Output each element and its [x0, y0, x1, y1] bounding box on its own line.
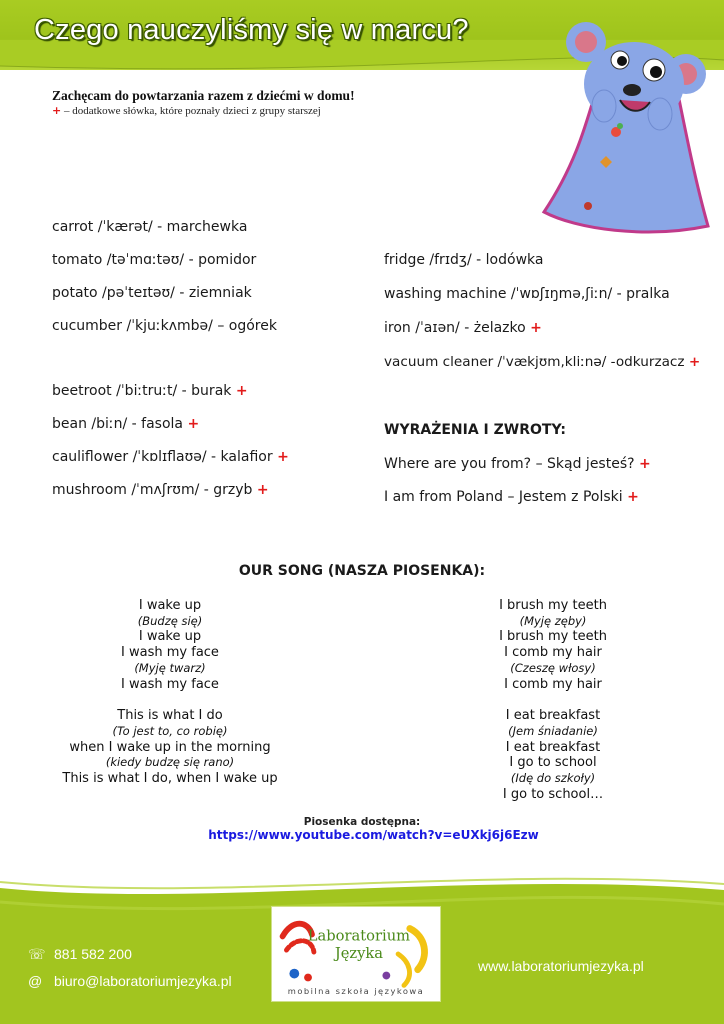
- song-translation: (Budzę się): [137, 613, 203, 628]
- svg-text:mobilna szkoła językowa: mobilna szkoła językowa: [287, 986, 425, 997]
- footer-phone[interactable]: ☏ 881 582 200: [28, 946, 132, 962]
- song-translation: (Myję zęby): [519, 613, 587, 628]
- phrase-item: I am from Poland – Jestem z Polski +: [384, 489, 639, 505]
- song-line: This is what I do, when I wake up: [62, 771, 278, 787]
- logo-graphic: [272, 907, 440, 1001]
- song-line: I go to school: [509, 755, 597, 771]
- svg-text:Języka: Języka: [334, 944, 384, 962]
- school-logo: [271, 906, 441, 1002]
- song-heading: OUR SONG (NASZA PIOSENKA):: [238, 563, 486, 579]
- song-translation: (Idę do szkoły): [510, 771, 596, 786]
- vocab-item-fridge: fridge /frɪdʒ/ - lodówka: [384, 252, 544, 268]
- footer-website[interactable]: www.laboratoriumjezyka.pl: [478, 958, 644, 974]
- song-line: I eat breakfast: [505, 739, 601, 755]
- vocab-item-cauliflower: cauliflower /ˈkɒlɪflaʊə/ - kalafior +: [52, 449, 289, 465]
- song-translation: (kiedy budzę się rano): [105, 755, 235, 770]
- song-line: when I wake up in the morning: [69, 739, 271, 755]
- song-line: I wake up: [138, 629, 202, 645]
- song-translation: (Jem śniadanie): [508, 723, 598, 738]
- intro-note: [52, 104, 321, 117]
- song-youtube-link[interactable]: https://www.youtube.com/watch?v=eUXkj6j6Ezw: [208, 828, 539, 842]
- song-line: I comb my hair: [504, 676, 602, 692]
- vocab-item-vacuum-cleaner: vacuum cleaner /ˈvækjʊm,kliːnə/ -odkurzacz +: [384, 354, 701, 370]
- plus-marker: +: [52, 104, 62, 117]
- song-line: I brush my teeth: [499, 598, 607, 613]
- at-sign-icon: @: [28, 973, 43, 989]
- song-column-left: [20, 598, 320, 787]
- vocab-item-tomato: tomato /təˈmɑːtəʊ/ - pomidor: [52, 252, 257, 268]
- song-line: I go to school…: [502, 786, 604, 802]
- song-line: I eat breakfast: [505, 708, 601, 724]
- song-line: I wash my face: [121, 676, 219, 692]
- vocab-item-beetroot: beetroot /ˈbiːtruːt/ - burak +: [52, 383, 248, 399]
- phrase-item: Where are you from? – Skąd jesteś? +: [384, 456, 651, 472]
- song-line: I wake up: [138, 598, 202, 613]
- phrases-heading: WYRAŻENIA I ZWROTY:: [384, 422, 566, 438]
- vocab-item-iron: iron /ˈaɪən/ - żelazko +: [384, 320, 542, 336]
- song-translation: (Myję twarz): [134, 660, 206, 675]
- footer-email[interactable]: @ biuro@laboratoriumjezyka.pl: [28, 973, 232, 989]
- vocab-item-bean: bean /biːn/ - fasola +: [52, 416, 200, 432]
- song-line: I comb my hair: [504, 645, 602, 661]
- phone-icon: ☏: [28, 946, 46, 962]
- svg-text:Laboratorium: Laboratorium: [307, 927, 411, 945]
- song-column-right: [403, 598, 703, 802]
- song-line: This is what I do: [117, 708, 223, 724]
- song-translation: (Czeszę włosy): [510, 660, 596, 675]
- song-translation: (To jest to, co robię): [112, 723, 228, 738]
- vocab-item-cucumber: cucumber /ˈkjuːkʌmbə/ – ogórek: [52, 318, 277, 334]
- vocab-item-carrot: carrot /ˈkærət/ - marchewka: [52, 219, 248, 235]
- song-line: I wash my face: [121, 645, 219, 661]
- intro-text: Zachęcam do powtarzania razem z dziećmi w domu!: [52, 88, 355, 103]
- song-available-label: Piosenka dostępna:: [303, 816, 421, 828]
- vocab-item-potato: potato /pəˈteɪtəʊ/ - ziemniak: [52, 285, 252, 301]
- song-line: I brush my teeth: [499, 629, 607, 645]
- vocab-item-washing-machine: washing machine /ˈwɒʃɪŋmə,ʃiːn/ - pralka: [384, 286, 670, 302]
- page-title: Czego nauczyliśmy się w marcu?: [34, 14, 469, 46]
- intro-note-text: – dodatkowe słówka, które poznały dzieci z grupy starszej: [61, 105, 321, 117]
- puppet-illustration: [536, 14, 716, 239]
- vocab-item-mushroom: mushroom /ˈmʌʃrʊm/ - grzyb +: [52, 482, 269, 498]
